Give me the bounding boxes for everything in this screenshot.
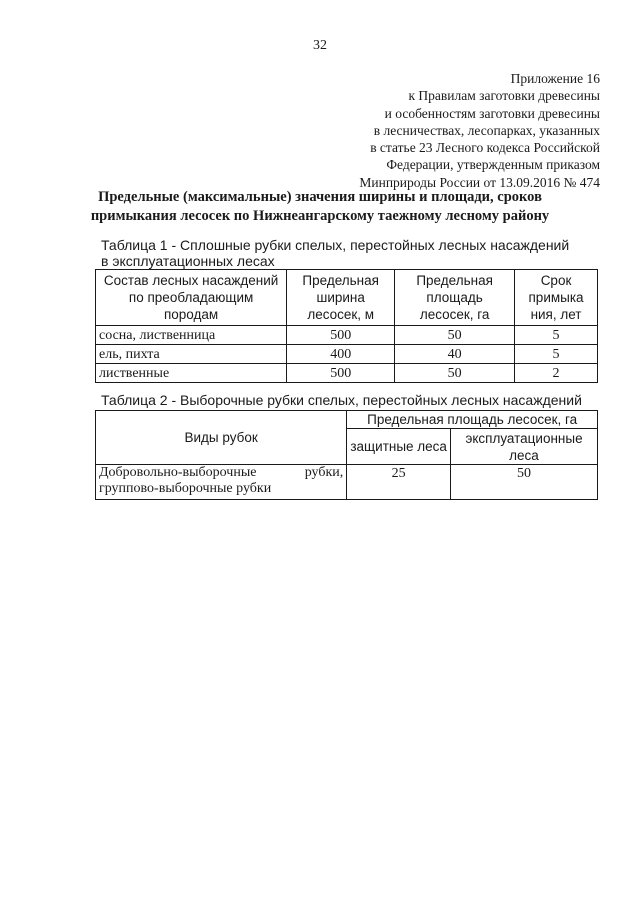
clear-cutting-table [95, 269, 598, 383]
table-header-row [96, 270, 598, 326]
cell-term: 2 [515, 364, 598, 383]
cell-cutting-type [96, 465, 347, 500]
page-number: 32 [313, 38, 327, 53]
cell-species: ель, пихта [96, 345, 287, 364]
cell-width: 500 [287, 326, 395, 345]
appendix-line: Федерации, утвержденным приказом [386, 157, 600, 173]
cell-protective: 25 [347, 465, 451, 500]
cell-area: 50 [395, 364, 515, 383]
title-line: Предельные (максимальные) значения ширины и площади, сроков [98, 189, 542, 205]
appendix-line: Минприроды России от 13.09.2016 № 474 [359, 174, 600, 190]
selective-cutting-table [95, 410, 598, 500]
cell-width: 400 [287, 345, 395, 364]
table-row [96, 326, 598, 345]
cell-text: рубки, [304, 465, 344, 480]
table-row [96, 345, 598, 364]
document-title [0, 188, 640, 226]
cell-species: лиственные [96, 364, 287, 383]
table-row [96, 364, 598, 383]
cell-term: 5 [515, 345, 598, 364]
header-cutting-type: Виды рубок [96, 411, 347, 465]
table-row [96, 465, 598, 500]
header-width: Предельная ширина лесосек, м [287, 270, 395, 326]
appendix-line: в статье 23 Лесного кодекса Российской [370, 140, 600, 156]
cell-text: группово-выборочные рубки [99, 481, 272, 496]
table-header-row [96, 411, 598, 429]
header-protective: защитные леса [347, 429, 451, 465]
cell-species: сосна, лиственница [96, 326, 287, 345]
cell-width: 500 [287, 364, 395, 383]
caption-line: Таблица 2 - Выборочные рубки спелых, перестойных лесных насаждений [101, 392, 582, 408]
appendix-note [359, 70, 600, 191]
cell-text: Добровольно-выборочные [99, 465, 257, 480]
caption-line: Таблица 1 - Сплошные рубки спелых, перестойных лесных насаждений [101, 237, 570, 253]
title-line: примыкания лесосек по Нижнеангарскому таежному лесному району [90, 208, 550, 224]
cell-area: 40 [395, 345, 515, 364]
caption-line: в эксплуатационных лесах [101, 253, 275, 269]
table1-caption [101, 237, 569, 269]
header-exploitation: эксплуатационные леса [451, 429, 598, 465]
header-area: Предельная площадь лесосек, га [395, 270, 515, 326]
cell-term: 5 [515, 326, 598, 345]
cell-area: 50 [395, 326, 515, 345]
header-area-group: Предельная площадь лесосек, га [347, 411, 598, 429]
appendix-line: к Правилам заготовки древесины [408, 88, 600, 104]
appendix-line: Приложение 16 [510, 71, 600, 86]
header-species: Состав лесных насаждений по преобладающим породам [96, 270, 287, 326]
appendix-line: и особенностям заготовки древесины [384, 105, 600, 121]
appendix-line: в лесничествах, лесопарках, указанных [373, 122, 600, 138]
table2-caption [101, 392, 582, 408]
header-term: Срок примыка ния, лет [515, 270, 598, 326]
cell-exploitation: 50 [451, 465, 598, 500]
